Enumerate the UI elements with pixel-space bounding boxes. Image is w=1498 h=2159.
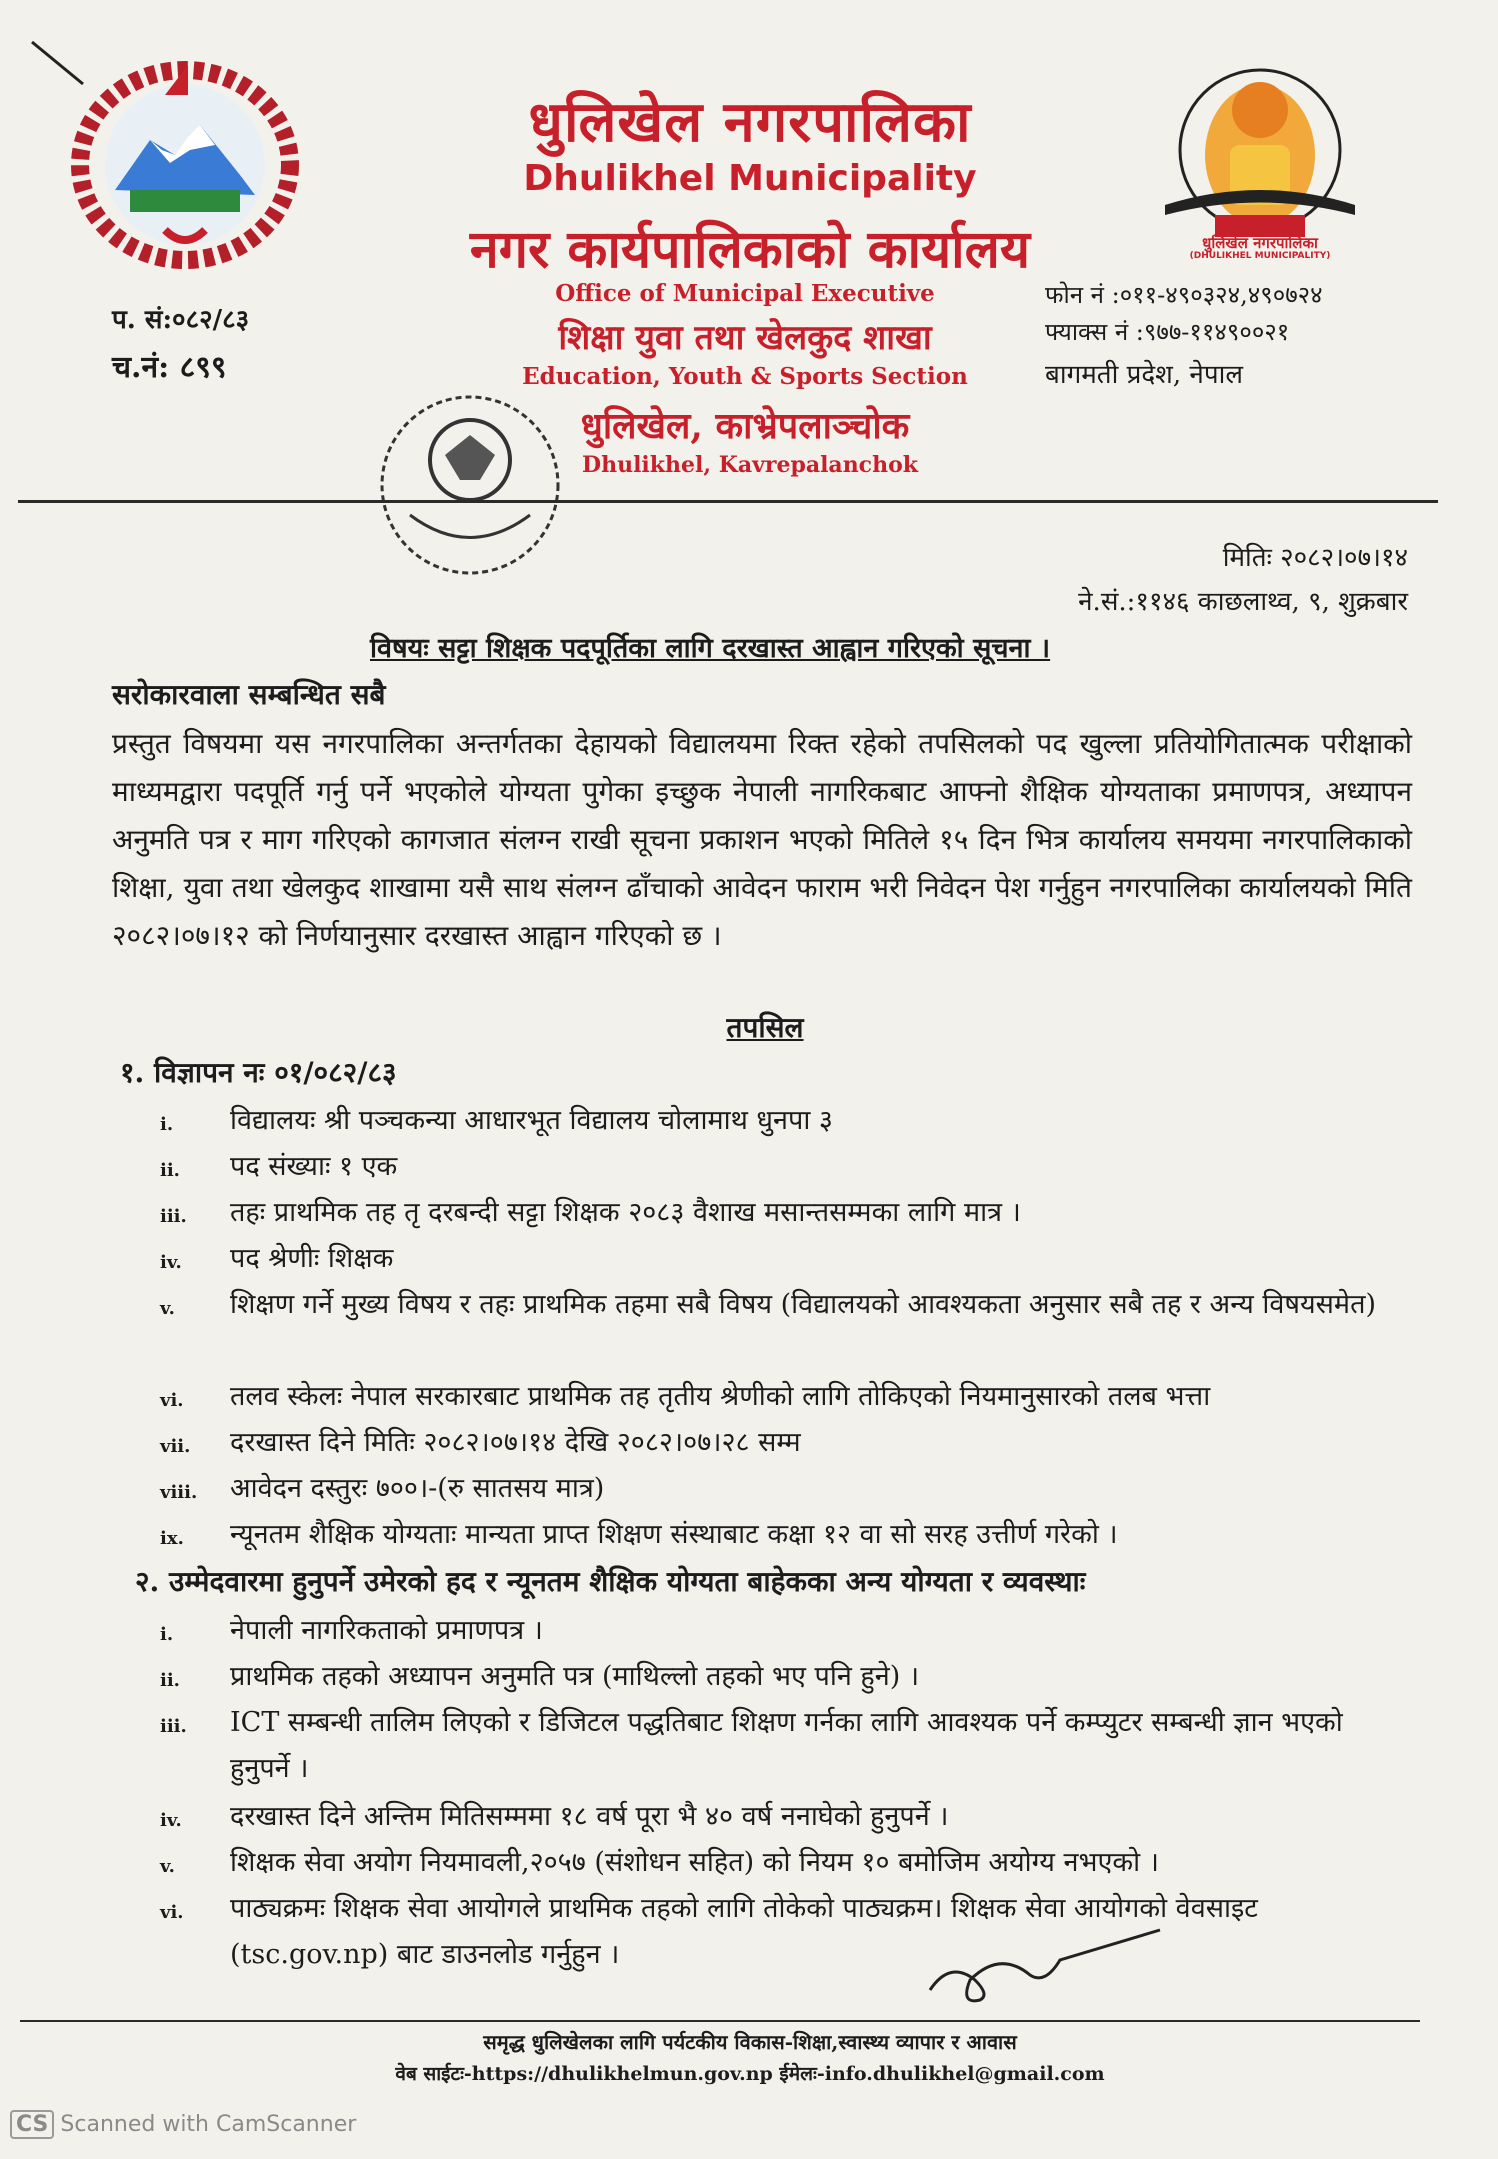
- logo-caption-en: (DHULIKHEL MUNICIPALITY): [1189, 251, 1331, 261]
- item-number: vii.: [160, 1436, 191, 1457]
- item-number: vi.: [160, 1902, 184, 1923]
- footer-divider: [20, 2020, 1420, 2022]
- list-item: [160, 1654, 1410, 1700]
- footer-motto: समृद्ध धुलिखेलका लागि पर्यटकीय विकास-शिक्षा,स्वास्थ्य व्यापार र आवास: [483, 2030, 1017, 2054]
- item-text: तहः प्राथमिक तह तृ दरबन्दी सट्टा शिक्षक २०८३ वैशाख मसान्तसम्मका लागि मात्र ।: [230, 1197, 1021, 1228]
- nepal-sambat-date: ने.सं.:११४६ काछलाथ्व, ९, शुक्रबार: [1078, 587, 1408, 617]
- province-name: बागमती प्रदेश, नेपाल: [1045, 360, 1243, 390]
- list-item: [160, 1098, 1410, 1144]
- signature-icon: [920, 1920, 1180, 2010]
- item-text: न्यूनतम शैक्षिक योग्यताः मान्यता प्राप्त शिक्षण संस्थाबाट कक्षा १२ वा सो सरह उत्तीर्ण गरेको ।: [230, 1519, 1118, 1550]
- item-text: शिक्षण गर्ने मुख्य विषय र तहः प्राथमिक तहमा सबै विषय (विद्यालयको आवश्यकता अनुसार सबै तह र अन्य विषयसमेत): [230, 1289, 1376, 1320]
- item-number: vi.: [160, 1390, 184, 1411]
- item-number: v.: [160, 1298, 175, 1319]
- list-item: [160, 1420, 1410, 1466]
- item-number: ix.: [160, 1528, 184, 1549]
- office-name-en: Office of Municipal Executive: [555, 280, 935, 307]
- camscanner-text: Scanned with CamScanner: [60, 2112, 357, 2137]
- list-item: [160, 1886, 1410, 1978]
- item-number: iii.: [160, 1716, 187, 1737]
- item-number: viii.: [160, 1482, 198, 1503]
- item-text: दरखास्त दिने मितिः २०८२।०७।१४ देखि २०८२।०७।२८ सम्म: [230, 1427, 801, 1458]
- section1-heading: १. विज्ञापन नः ०१/०८२/८३: [120, 1056, 397, 1089]
- list-item: [160, 1466, 1410, 1512]
- list-item: [160, 1608, 1410, 1654]
- header-divider: [18, 500, 1438, 503]
- item-number: i.: [160, 1624, 174, 1645]
- fax-number: फ्याक्स नं :९७७-११४९००२१: [1045, 318, 1290, 346]
- item-text: पाठ्यक्रमः शिक्षक सेवा आयोगले प्राथमिक तहको लागि तोकेको पाठ्यक्रम। शिक्षक सेवा आयोगको वेवसाइट (tsc.gov.np) बाट डाउनलोड गर्नुहुन ।: [230, 1893, 1258, 1970]
- item-text: विद्यालयः श्री पञ्चकन्या आधारभूत विद्यालय चोलामाथ धुनपा ३: [230, 1105, 833, 1136]
- item-number: i.: [160, 1114, 174, 1135]
- list-item: [160, 1840, 1410, 1886]
- list-item: [160, 1144, 1410, 1190]
- details-heading: तपसिल: [726, 1011, 804, 1044]
- item-text: तलव स्केलः नेपाल सरकारबाट प्राथमिक तह तृतीय श्रेणीको लागि तोकिएको नियमानुसारको तलब भत्ता: [230, 1381, 1211, 1412]
- list-item: [160, 1236, 1410, 1282]
- municipality-name-en: Dhulikhel Municipality: [523, 158, 977, 199]
- notice-body: प्रस्तुत विषयमा यस नगरपालिका अन्तर्गतका देहायको विद्यालयमा रिक्त रहेको तपसिलको पद खुल्ला प्रतियोगितात्मक परीक्षाको माध्यमद्वारा पदपूर्ति गर्नु पर्ने भएकोले योग्यता पुगेका इच्छुक नेपाली नागरिकबाट आफ्नो शैक्षिक योग्यताका प्रमाणपत्र, अध्यापन अनुमति पत्र र माग गरिएको कागजात संलग्न राखी सूचना प्रकाशन भएको मितिले १५ दिन भित्र कार्यालय समयमा नगरपालिकाको शिक्षा, युवा तथा खेलकुद शाखामा यसै साथ संलग्न ढाँचाको आवेदन फाराम भरी निवेदन पेश गर्नुहुन नगरपालिका कार्यालयको मिति २०८२।०७।१२ को निर्णयानुसार दरखास्त आह्वान गरिएको छ ।: [112, 727, 1412, 952]
- municipality-name-np: धुलिखेल नगरपालिका: [528, 89, 972, 155]
- section-name-en: Education, Youth & Sports Section: [522, 363, 968, 390]
- dispatch-number: च.नं: ८९९: [112, 350, 227, 385]
- item-text: आवेदन दस्तुरः ७००।-(रु सातसय मात्र): [230, 1473, 605, 1504]
- notice-subject: विषयः सट्टा शिक्षक पदपूर्तिका लागि दरखास्त आह्वान गरिएको सूचना ।: [370, 633, 1051, 664]
- item-number: iv.: [160, 1252, 182, 1273]
- list-item: [160, 1700, 1410, 1792]
- list-item: [160, 1190, 1410, 1236]
- issue-date: मितिः २०८२।०७।१४: [1222, 543, 1408, 573]
- item-text: पद संख्याः १ एक: [230, 1151, 398, 1182]
- list-item: [160, 1374, 1410, 1420]
- section2-heading: २. उम्मेदवारमा हुनुपर्ने उमेरको हद र न्यूनतम शैक्षिक योग्यता बाहेकका अन्य योग्यता र व्यवस्थाः: [135, 1565, 1086, 1598]
- item-number: v.: [160, 1856, 175, 1877]
- scanner-watermark: [10, 2110, 356, 2139]
- municipality-deity-logo-icon: [1155, 55, 1365, 240]
- camscanner-badge: CS: [10, 2110, 54, 2139]
- office-stamp-icon: [370, 385, 570, 585]
- item-number: ii.: [160, 1160, 180, 1181]
- list-item: [160, 1794, 1410, 1840]
- place-name-np: धुलिखेल, काभ्रेपलाञ्चोक: [580, 405, 910, 447]
- phone-number: फोन नं :०११-४९०३२४,४९०७२४: [1045, 281, 1323, 309]
- list-item: [160, 1512, 1410, 1558]
- nepal-emblem-icon: [70, 55, 300, 270]
- salutation: सरोकारवाला सम्बन्धित सबै: [112, 678, 386, 711]
- item-number: iii.: [160, 1206, 187, 1227]
- office-name-np: नगर कार्यपालिकाको कार्यालय: [469, 219, 1031, 280]
- item-number: iv.: [160, 1810, 182, 1831]
- item-text: प्राथमिक तहको अध्यापन अनुमति पत्र (माथिल्लो तहको भए पनि हुने) ।: [230, 1661, 920, 1692]
- footer-contact: वेब साईटः-https://dhulikhelmun.gov.np ईमेलः-info.dhulikhel@gmail.com: [395, 2063, 1105, 2085]
- item-text: पद श्रेणीः शिक्षक: [230, 1243, 394, 1274]
- item-number: ii.: [160, 1670, 180, 1691]
- reference-number: प. सं:०८२/८३: [112, 305, 250, 335]
- list-item: [160, 1282, 1410, 1328]
- item-text: नेपाली नागरिकताको प्रमाणपत्र ।: [230, 1615, 543, 1646]
- place-name-en: Dhulikhel, Kavrepalanchok: [582, 452, 918, 478]
- item-text: ICT सम्बन्धी तालिम लिएको र डिजिटल पद्धतिबाट शिक्षण गर्नका लागि आवश्यक पर्ने कम्प्युटर सम्बन्धी ज्ञान भएको हुनुपर्ने ।: [230, 1707, 1343, 1784]
- logo-caption: धुलिखेल नगरपालिका: [1202, 234, 1318, 252]
- item-text: शिक्षक सेवा अयोग नियमावली,२०५७ (संशोधन सहित) को नियम १० बमोजिम अयोग्य नभएको ।: [230, 1847, 1159, 1878]
- item-text: दरखास्त दिने अन्तिम मितिसम्ममा १८ वर्ष पूरा भै ४० वर्ष ननाघेको हुनुपर्ने ।: [230, 1801, 949, 1832]
- section-name-np: शिक्षा युवा तथा खेलकुद शाखा: [558, 318, 932, 358]
